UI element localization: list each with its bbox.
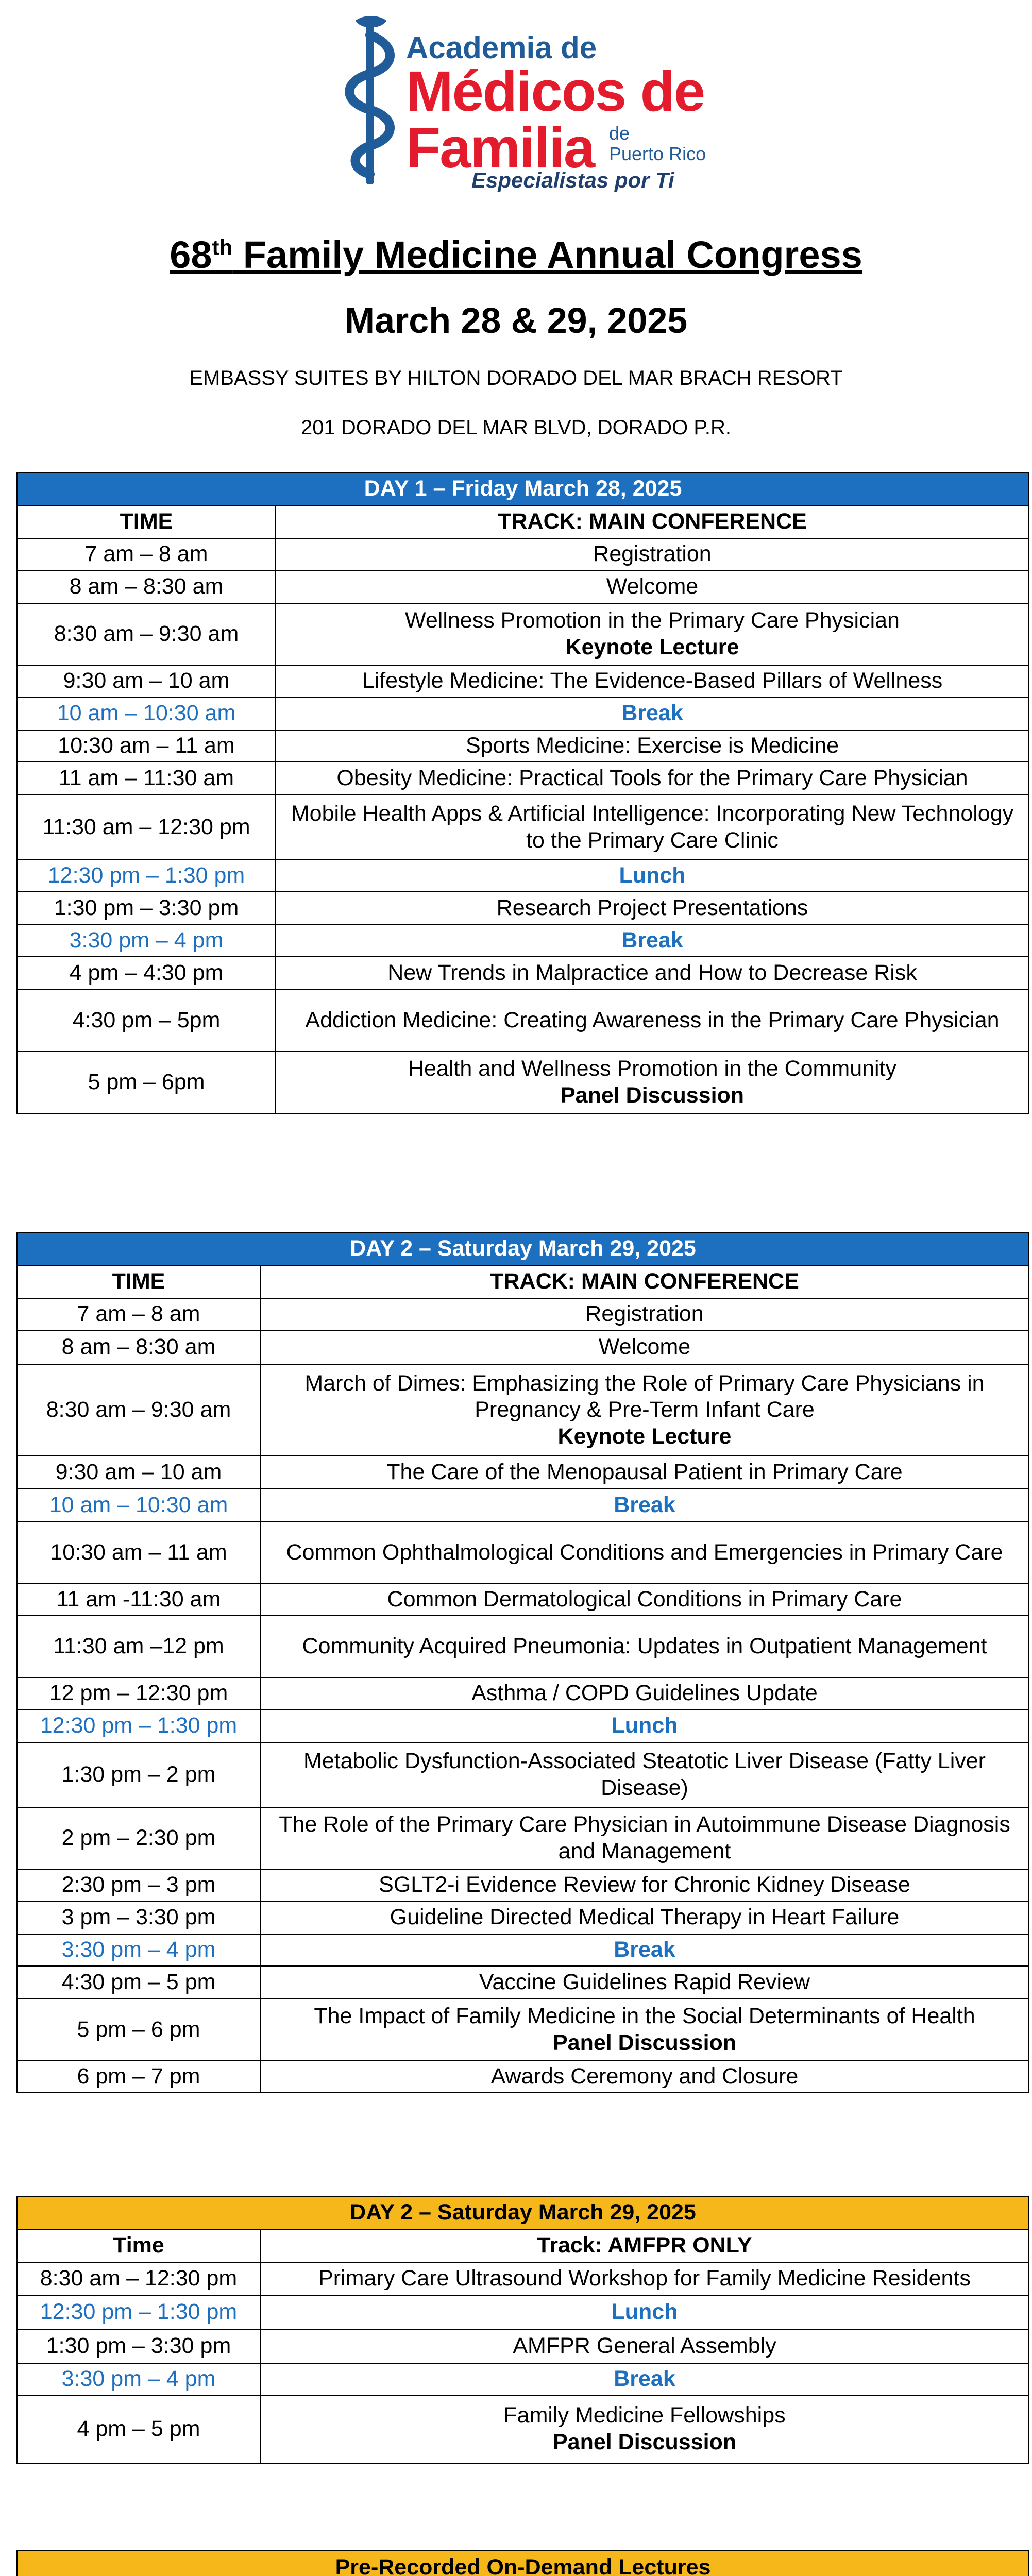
table-row [17,697,1029,730]
table-row [17,2262,1029,2295]
row-session [260,1677,1029,1709]
table-row [17,990,1029,1052]
session-title: Sports Medicine: Exercise is Medicine [465,733,839,758]
row-session [276,1052,1029,1113]
ondemand-lectures-table [16,2550,1029,2576]
row-time: 8 am – 8:30 am [17,570,276,603]
session-note: Keynote Lecture [557,1423,732,1449]
session-title: Welcome [598,1334,691,1360]
title-superscript: th [212,235,233,260]
session-title: SGLT2-i Evidence Review for Chronic Kidney Disease [379,1872,910,1897]
row-session [276,762,1029,795]
table-row [17,538,1029,570]
row-session [260,2329,1029,2363]
table-row [17,957,1029,990]
row-session [260,1522,1029,1584]
session-title: Lunch [611,1713,678,1738]
session-title: March of Dimes: Emphasizing the Role of Primary Care Physicians in Pregnancy & Pre-Term Infant Care [304,1370,985,1422]
session-note: Panel Discussion [552,2430,737,2454]
session-title: Common Dermatological Conditions in Primary Care [387,1587,902,1612]
row-time: 3 pm – 3:30 pm [17,1901,260,1934]
table-row [17,925,1029,957]
table-row [17,2329,1029,2363]
row-time: 1:30 pm – 3:30 pm [17,2329,260,2363]
table-header: DAY 2 – Saturday March 29, 2025 [17,2196,1029,2229]
row-session [260,1901,1029,1934]
logo-line-1: Academia de [406,30,597,65]
session-note: Keynote Lecture [565,635,739,659]
table-row [17,762,1029,795]
table-row [17,1709,1029,1742]
row-time: 11:30 am –12 pm [17,1616,260,1677]
table-header: Pre-Recorded On-Demand Lectures [17,2551,1029,2576]
row-session [260,1584,1029,1616]
row-session [260,1298,1029,1330]
logo-line-2: Médicos de [406,60,705,123]
row-session [276,538,1029,570]
table-row [17,603,1029,665]
row-time: 2 pm – 2:30 pm [17,1807,260,1869]
session-title: The Role of the Primary Care Physician in Autoimmune Disease Diagnosis and Management [279,1812,1010,1863]
row-time: 9:30 am – 10 am [17,665,276,697]
row-session [260,1364,1029,1456]
column-header-time: TIME [17,1265,260,1298]
column-header-track: TRACK: MAIN CONFERENCE [276,505,1029,538]
session-title: Break [621,701,683,726]
row-session [260,1934,1029,1966]
table-header-row [17,1232,1029,1265]
row-session [260,1869,1029,1901]
table-row [17,1330,1029,1364]
title-text: Family Medicine Annual Congress [232,233,862,276]
row-time: 6 pm – 7 pm [17,2061,260,2093]
row-time: 10 am – 10:30 am [17,697,276,730]
session-title: The Impact of Family Medicine in the Social Determinants of Health [314,2004,975,2029]
day1-schedule-table [16,472,1029,1114]
row-time: 8:30 am – 12:30 pm [17,2262,260,2295]
table-row [17,1869,1029,1901]
row-time: 11 am – 11:30 am [17,762,276,795]
table-row [17,1934,1029,1966]
academy-logo [340,14,711,205]
table-row [17,1807,1029,1869]
row-time: 7 am – 8 am [17,538,276,570]
column-header-row [17,2229,1029,2262]
row-time: 8:30 am – 9:30 am [17,1364,260,1456]
column-header-time: TIME [17,505,276,538]
table-row [17,665,1029,697]
row-time: 5 pm – 6pm [17,1052,276,1113]
row-session [260,1709,1029,1742]
table-row [17,1742,1029,1807]
row-session [276,795,1029,860]
row-session [260,2395,1029,2463]
row-time: 4 pm – 5 pm [17,2395,260,2463]
row-time: 9:30 am – 10 am [17,1456,260,1489]
session-title: Break [614,2366,675,2392]
table-header: DAY 1 – Friday March 28, 2025 [17,472,1029,505]
amfpr-schedule-table [16,2196,1029,2464]
session-title: New Trends in Malpractice and How to Decrease Risk [387,960,917,986]
session-title: Registration [585,1301,704,1327]
row-session [276,665,1029,697]
table-row [17,1999,1029,2061]
column-header-track: Track: AMFPR ONLY [260,2229,1029,2262]
session-title: Community Acquired Pneumonia: Updates in Outpatient Management [302,1634,987,1659]
table-row [17,1677,1029,1709]
row-time: 1:30 pm – 2 pm [17,1742,260,1807]
column-header-track: TRACK: MAIN CONFERENCE [260,1265,1029,1298]
table-row [17,1901,1029,1934]
row-session [260,2295,1029,2329]
session-title: Health and Wellness Promotion in the Community [408,1056,897,1081]
table-row [17,1966,1029,1999]
session-title: Registration [593,541,712,567]
row-session [260,2262,1029,2295]
row-time: 4:30 pm – 5 pm [17,1966,260,1999]
row-session [260,1456,1029,1489]
table-row [17,1364,1029,1456]
table-row [17,570,1029,603]
address: 201 DORADO DEL MAR BLVD, DORADO P.R. [300,416,732,439]
row-time: 8 am – 8:30 am [17,1330,260,1364]
session-title: Lunch [611,2299,678,2325]
logo-tagline: Especialistas por Ti [471,168,674,192]
row-time: 2:30 pm – 3 pm [17,1869,260,1901]
venue: EMBASSY SUITES BY HILTON DORADO DEL MAR BRACH RESORT [189,367,843,389]
row-time: 12:30 pm – 1:30 pm [17,2295,260,2329]
row-session [260,1616,1029,1677]
row-session [260,1489,1029,1522]
session-title: Lunch [619,863,686,888]
row-time: 8:30 am – 9:30 am [17,603,276,665]
row-session [260,2363,1029,2395]
caduceus-staff-icon [340,14,402,190]
table-row [17,2395,1029,2463]
session-note: Panel Discussion [552,2030,737,2055]
session-title: Obesity Medicine: Practical Tools for the Primary Care Physician [336,766,968,791]
row-session [260,1330,1029,1364]
row-time: 1:30 pm – 3:30 pm [17,892,276,925]
session-title: Awards Ceremony and Closure [490,2064,799,2089]
row-session [276,990,1029,1052]
page-title [0,233,1032,277]
table-header-row [17,2551,1029,2576]
row-session [260,1742,1029,1807]
session-note: Panel Discussion [560,1083,745,1108]
table-row [17,892,1029,925]
session-title: Break [614,1493,675,1518]
row-time: 10 am – 10:30 am [17,1489,260,1522]
table-row [17,2363,1029,2395]
session-title: The Care of the Menopausal Patient in Primary Care [386,1460,903,1485]
table-row [17,1616,1029,1677]
session-title: Break [614,1937,675,1962]
row-session [276,860,1029,892]
session-title: Break [621,928,683,953]
row-time: 12:30 pm – 1:30 pm [17,860,276,892]
session-title: Addiction Medicine: Creating Awareness in the Primary Care Physician [305,1008,1000,1033]
row-session [276,697,1029,730]
row-session [276,570,1029,603]
row-session [276,957,1029,990]
row-time: 4 pm – 4:30 pm [17,957,276,990]
row-session [276,603,1029,665]
column-header-row [17,1265,1029,1298]
session-title: Metabolic Dysfunction-Associated Steatotic Liver Disease (Fatty Liver Disease) [303,1749,986,1800]
session-title: Primary Care Ultrasound Workshop for Family Medicine Residents [318,2266,971,2291]
table-row [17,730,1029,762]
table-row [17,2061,1029,2093]
column-header-time: Time [17,2229,260,2262]
table-header-row [17,2196,1029,2229]
row-time: 4:30 pm – 5pm [17,990,276,1052]
row-time: 3:30 pm – 4 pm [17,925,276,957]
table-row [17,795,1029,860]
table-row [17,2295,1029,2329]
row-time: 10:30 am – 11 am [17,1522,260,1584]
row-session [276,730,1029,762]
title-number: 68 [170,233,212,276]
logo-small-de: de [609,123,630,144]
table-row [17,1456,1029,1489]
session-title: Research Project Presentations [496,895,808,921]
row-session [260,1966,1029,1999]
session-title: Common Ophthalmological Conditions and Emergencies in Primary Care [286,1540,1003,1565]
row-session [260,1807,1029,1869]
session-title: Guideline Directed Medical Therapy in Heart Failure [390,1905,900,1930]
session-title: Family Medicine Fellowships [503,2403,786,2428]
session-title: Vaccine Guidelines Rapid Review [479,1970,810,1995]
row-time: 7 am – 8 am [17,1298,260,1330]
table-row [17,1298,1029,1330]
table-row [17,1584,1029,1616]
table-header-row [17,472,1029,505]
row-time: 11:30 am – 12:30 pm [17,795,276,860]
session-title: Asthma / COPD Guidelines Update [471,1681,818,1706]
table-header: DAY 2 – Saturday March 29, 2025 [17,1232,1029,1265]
row-time: 3:30 pm – 4 pm [17,1934,260,1966]
session-title: AMFPR General Assembly [513,2333,776,2359]
row-time: 12:30 pm – 1:30 pm [17,1709,260,1742]
column-header-row [17,505,1029,538]
row-time: 11 am -11:30 am [17,1584,260,1616]
day2-schedule-table [16,1232,1029,2093]
row-session [260,1999,1029,2061]
logo-line-3: Familia [406,116,595,180]
session-title: Mobile Health Apps & Artificial Intelligence: Incorporating New Technology to the Primary Care Clinic [291,801,1014,853]
row-time: 3:30 pm – 4 pm [17,2363,260,2395]
session-title: Wellness Promotion in the Primary Care Physician [405,608,900,633]
session-title: Welcome [606,574,699,599]
table-row [17,860,1029,892]
congress-dates: March 28 & 29, 2025 [344,300,688,341]
row-session [260,2061,1029,2093]
row-session [276,892,1029,925]
row-session [276,925,1029,957]
logo-small-pr: Puerto Rico [609,143,706,164]
table-row [17,1052,1029,1113]
row-time: 5 pm – 6 pm [17,1999,260,2061]
session-title: Lifestyle Medicine: The Evidence-Based Pillars of Wellness [362,668,943,693]
row-time: 12 pm – 12:30 pm [17,1677,260,1709]
table-row [17,1489,1029,1522]
row-time: 10:30 am – 11 am [17,730,276,762]
table-row [17,1522,1029,1584]
